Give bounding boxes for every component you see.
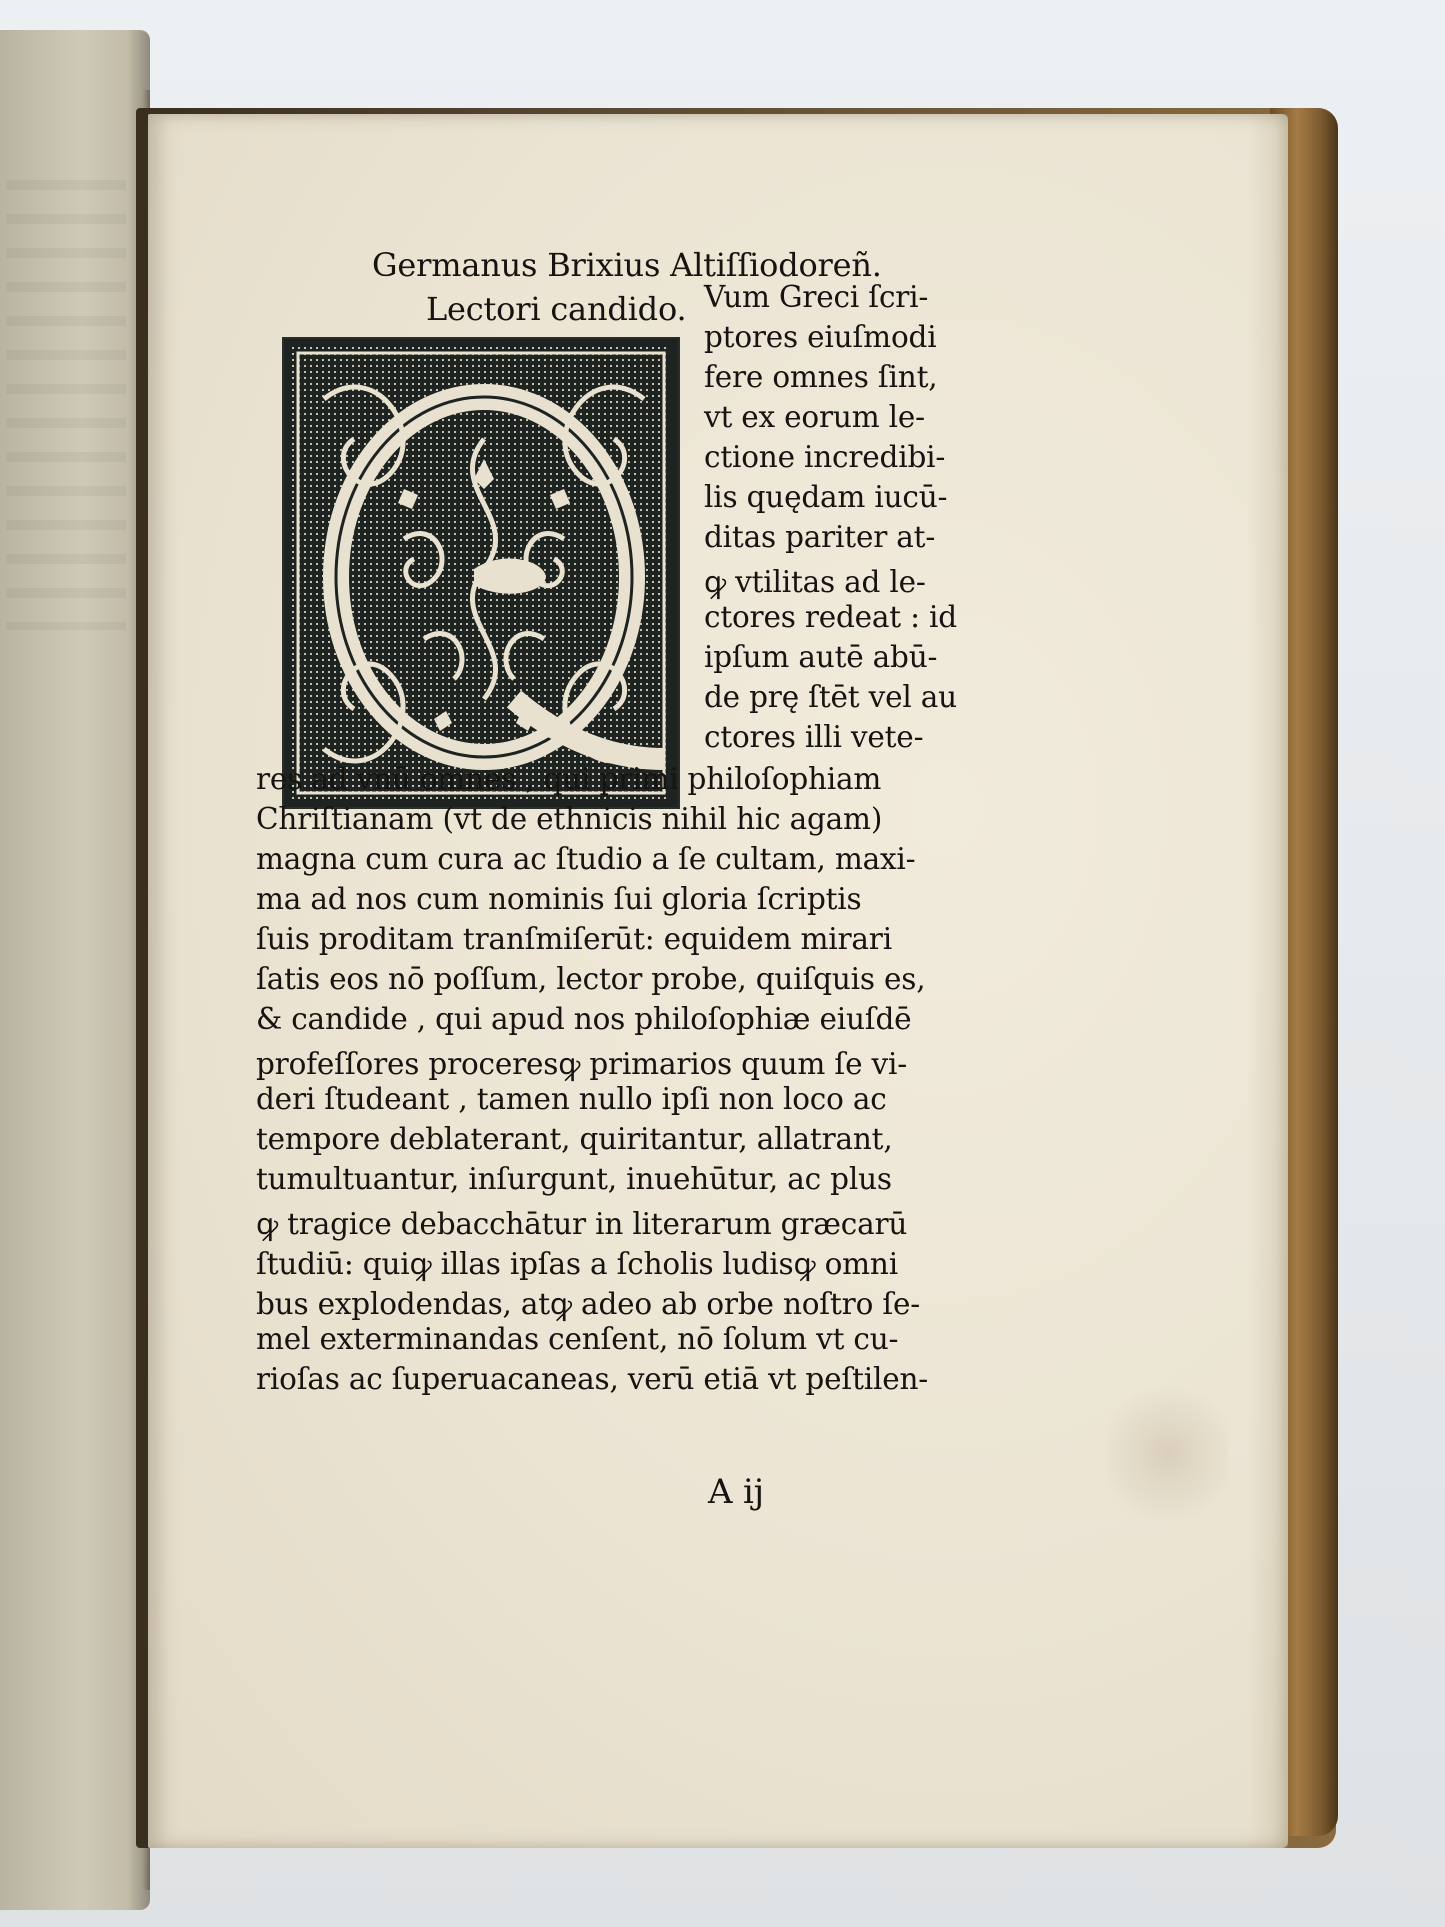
column-line-5: ctione incredibi- — [704, 440, 946, 474]
show-through-text — [6, 180, 126, 630]
heading-line-2: Lectori candido. — [426, 290, 687, 328]
page-wear — [1248, 114, 1288, 1848]
body-line-10: tempore deblaterant, quiritantur, allatrant, — [256, 1122, 893, 1156]
body-line-9: deri ſtudeant , tamen nullo ipſi non loco ac — [256, 1082, 887, 1116]
decorated-initial-q-woodcut-icon — [284, 339, 678, 807]
body-line-8: profeſſores proceresꝙ primarios quum ſe vi- — [256, 1047, 908, 1081]
body-line-12: ꝙ tragice debacchātur in literarum græcarū — [256, 1207, 908, 1241]
column-line-8: ꝙ vtilitas ad le- — [704, 565, 926, 599]
column-line-12: ctores illi vete- — [704, 720, 924, 754]
column-line-6: lis quędam iucū- — [704, 480, 948, 514]
signature-mark: A ij — [708, 1472, 764, 1512]
column-line-3: fere omnes ſint, — [704, 360, 938, 394]
body-line-2: Chriſtianam (vt de ethnicis nihil hic agam) — [256, 802, 883, 836]
right-page — [148, 114, 1288, 1848]
heading-line-1: Germanus Brixius Altiſſiodoreñ. — [372, 246, 882, 284]
column-line-9: ctores redeat : id — [704, 600, 957, 634]
body-line-4: ma ad nos cum nominis ſui gloria ſcriptis — [256, 882, 862, 916]
body-line-16: rioſas ac ſuperuacaneas, verū etiā vt peſtilen- — [256, 1362, 929, 1396]
column-line-4: vt ex eorum le- — [704, 400, 925, 434]
body-line-5: ſuis proditam tranſmiſerūt: equidem mirari — [256, 922, 892, 956]
left-page — [0, 30, 150, 1910]
body-line-1: res ad vnū omnes , qui primi philoſophiam — [256, 762, 882, 796]
body-line-11: tumultuantur, inſurgunt, inuehūtur, ac plus — [256, 1162, 892, 1196]
column-line-1: Vum Greci ſcri- — [704, 280, 929, 314]
column-line-10: ipſum autē abū- — [704, 640, 938, 674]
body-line-15: mel exterminandas cenſent, nō ſolum vt cu- — [256, 1322, 899, 1356]
column-line-2: ptores eiuſmodi — [704, 320, 937, 354]
column-line-7: ditas pariter at- — [704, 520, 936, 554]
body-line-13: ſtudiū: quiꝙ illas ipſas a ſcholis ludisꝙ omni — [256, 1247, 898, 1281]
body-line-3: magna cum cura ac ſtudio a ſe cultam, maxi- — [256, 842, 916, 876]
body-line-6: ſatis eos nō poſſum, lector probe, quiſquis es, — [256, 962, 926, 996]
foxing-stain — [1108, 1374, 1228, 1534]
column-line-11: de prę ſtēt vel au — [704, 680, 957, 714]
body-line-14: bus explodendas, atꝙ adeo ab orbe noſtro ſe- — [256, 1287, 921, 1321]
body-line-7: & candide , qui apud nos philoſophiæ eiuſdē — [256, 1002, 912, 1036]
